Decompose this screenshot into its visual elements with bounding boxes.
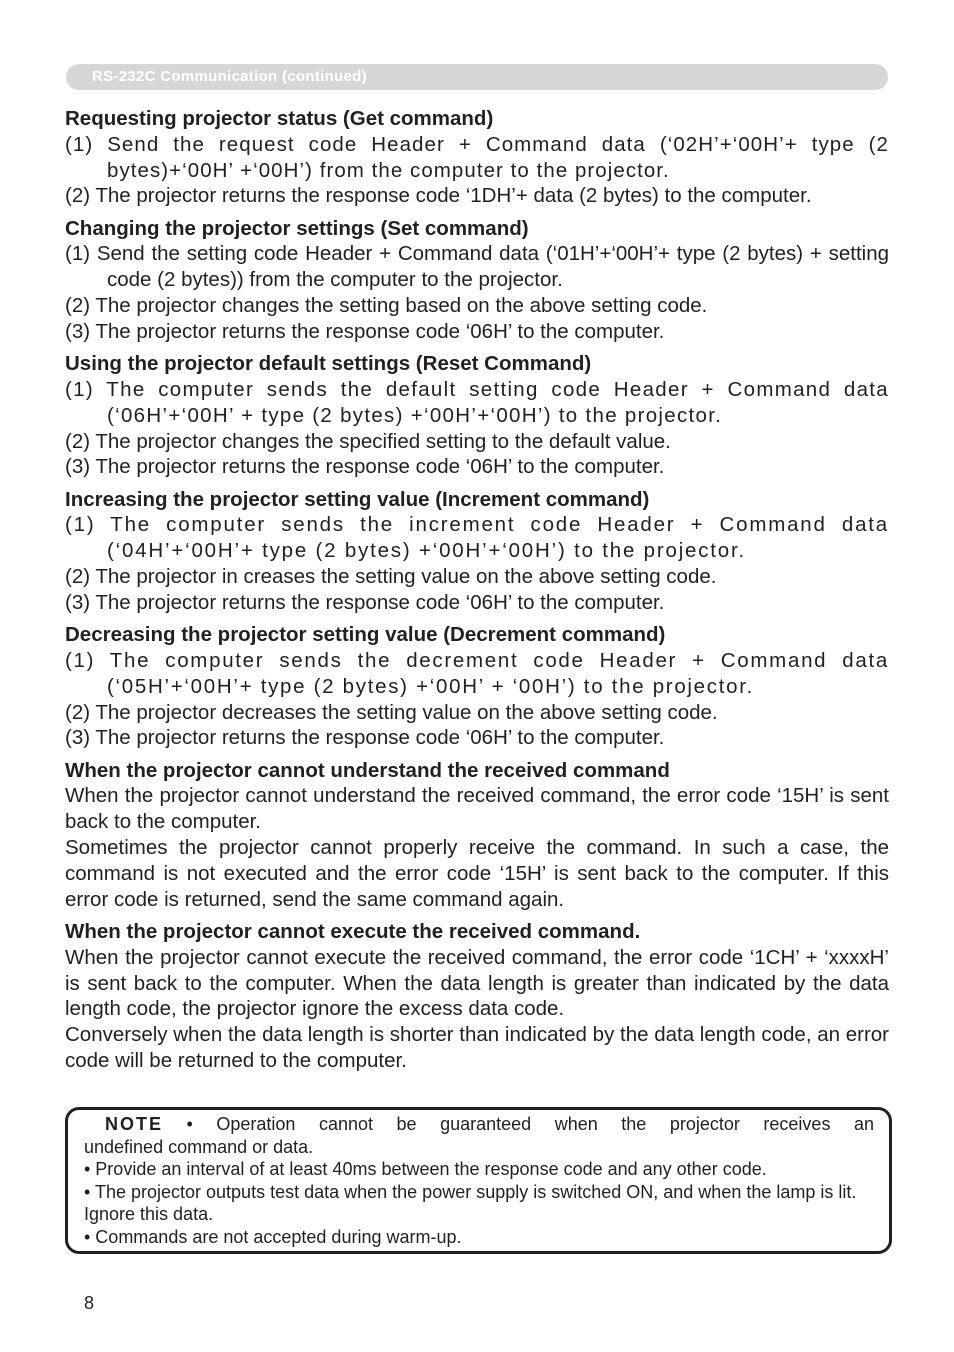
list-item: (1) Send the request code Header + Command data (‘02H’+‘00H’+ type (2 bytes)+‘00H’ +‘00H’) from the computer to the projector. [65,132,889,182]
note-bullet: • Commands are not accepted during warm-up. [84,1226,462,1247]
note-box [65,1107,892,1254]
section-heading: Using the projector default settings (Reset Command) [65,352,592,376]
note-intro-line [84,1113,874,1136]
paragraph: When the projector cannot understand the received command, the error code ‘15H’ is sent back to the computer. [65,784,889,834]
paragraph: Sometimes the projector cannot properly receive the command. In such a case, the command is not executed and the error code ‘15H’ is sent back to the computer. If this error code is returned, send the same command again. [65,836,889,911]
section-heading: Increasing the projector setting value (Increment command) [65,487,650,511]
section-banner [66,64,888,90]
paragraph: Conversely when the data length is shorter than indicated by the data length code, an error code will be returned to the computer. [65,1023,889,1072]
list-item: (3) The projector returns the response code ‘06H’ to the computer. [65,319,665,343]
list-item: (2) The projector changes the setting based on the above setting code. [65,294,708,318]
section-heading: Changing the projector settings (Set command) [65,216,529,240]
list-item: (1) The computer sends the increment code Header + Command data (‘04H’+‘00H’+ type (2 bytes) +‘00H’+‘00H’) to the projector. [65,513,889,563]
list-item: (2) The projector returns the response code ‘1DH’+ data (2 bytes) to the computer. [65,184,812,208]
note-label: NOTE [105,1114,164,1134]
section-heading: When the projector cannot execute the received command. [65,919,641,943]
note-intro-text: • Operation cannot be guaranteed when the projector receives an [163,1114,874,1134]
list-item: (2) The projector in creases the setting value on the above setting code. [65,565,717,589]
decrement-command-section [65,622,889,751]
get-command-section [65,106,889,209]
list-item: (1) The computer sends the decrement code Header + Command data (‘05H’+‘00H’+ type (2 bytes) +‘00H’ + ‘00H’) to the projector. [65,648,889,698]
section-heading: Requesting projector status (Get command) [65,107,494,130]
list-item: (2) The projector changes the specified setting to the default value. [65,429,671,453]
increment-command-section [65,487,889,616]
list-item: (3) The projector returns the response code ‘06H’ to the computer. [65,726,665,750]
note-bullet: • The projector outputs test data when the power supply is switched ON, and when the lamp is lit. Ignore this data. [84,1181,857,1225]
document-body [65,106,889,1080]
list-item: (1) Send the setting code Header + Command data (‘01H’+‘00H’+ type (2 bytes) + setting code (2 bytes)) from the computer to the projector. [65,242,889,292]
list-item: (1) The computer sends the default setting code Header + Command data (‘06H’+‘00H’ + type (2 bytes) +‘00H’+‘00H’) to the projector. [65,377,889,427]
note-bullet: • Provide an interval of at least 40ms between the response code and any other code. [84,1159,767,1180]
cannot-execute-section [65,919,889,1074]
list-item: (3) The projector returns the response code ‘06H’ to the computer. [65,590,665,614]
page-number: 8 [84,1293,95,1313]
list-item: (3) The projector returns the response code ‘06H’ to the computer. [65,455,665,479]
list-item: (2) The projector decreases the setting value on the above setting code. [65,700,718,724]
note-intro-continued: undefined command or data. [84,1136,314,1157]
paragraph: When the projector cannot execute the received command, the error code ‘1CH’ + ‘xxxxH’ is sent back to the computer. When the data length is greater than indicated by the data length code, the projector ignore the excess data code. [65,945,889,1021]
reset-command-section [65,351,889,480]
set-command-section [65,216,889,345]
section-heading: When the projector cannot understand the received command [65,758,670,782]
banner-title: RS-232C Communication (continued) [92,68,367,85]
cannot-understand-section [65,758,889,913]
section-heading: Decreasing the projector setting value (Decrement command) [65,623,666,647]
